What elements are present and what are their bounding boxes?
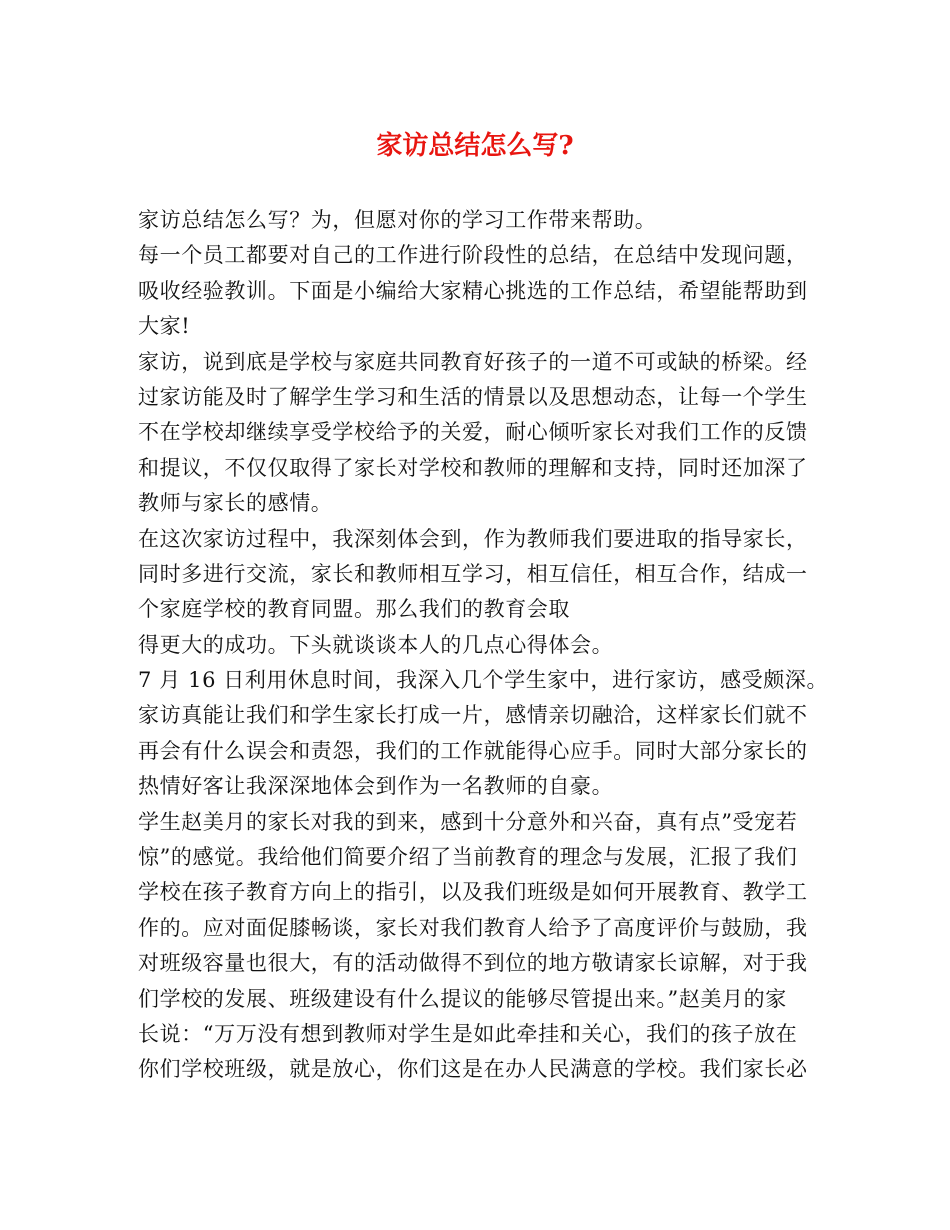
text-line: 在这次家访过程中，我深刻体会到，作为教师我们要进取的指导家长， (138, 526, 808, 551)
text-line: 同时多进行交流，家长和教师相互学习，相互信任，相互合作，结成一 (138, 561, 808, 586)
text-line: 家访真能让我们和学生家长打成一片，感情亲切融洽，这样家长们就不 (138, 703, 808, 728)
text-line: 长说：“万万没有想到教师对学生是如此牵挂和关心，我们的孩子放在 (138, 1021, 798, 1046)
text-line: 们学校的发展、班级建设有什么提议的能够尽管提出来。”赵美月的家 (138, 986, 787, 1011)
text-line: 你们学校班级，就是放心，你们这是在办人民满意的学校。我们家长必 (138, 1057, 808, 1082)
text-line: 热情好客让我深深地体会到作为一名教师的自豪。 (138, 774, 614, 799)
text-line: 过家访能及时了解学生学习和生活的情景以及思想动态，让每一个学生 (138, 384, 808, 409)
text-line: 和提议，不仅仅取得了家长对学校和教师的理解和支持，同时还加深了 (138, 455, 808, 480)
text-line: 学生赵美月的家长对我的到来，感到十分意外和兴奋，真有点”受宠若 (138, 809, 798, 834)
text-line: 吸收经验教训。下面是小编给大家精心挑选的工作总结，希望能帮助到 (138, 278, 808, 303)
text-line: 得更大的成功。下头就谈谈本人的几点心得体会。 (138, 632, 614, 657)
text-line: 对班级容量也很大，有的活动做得不到位的地方敬请家长谅解，对于我 (138, 951, 808, 976)
text-line: 每一个员工都要对自己的工作进行阶段性的总结，在总结中发现问题， (138, 243, 808, 268)
text-line: 家访总结怎么写？为，但愿对你的学习工作带来帮助。 (138, 208, 657, 232)
text-line: 不在学校却继续享受学校给予的关爱，耐心倾听家长对我们工作的反馈 (138, 420, 808, 445)
text-line: 大家! (138, 314, 191, 339)
text-line: 7 月 16 日利用休息时间，我深入几个学生家中，进行家访，感受颇深。 (138, 668, 829, 693)
document-title: 家访总结怎么写? (376, 131, 574, 161)
text-line: 再会有什么误会和责怨，我们的工作就能得心应手。同时大部分家长的 (138, 738, 808, 763)
text-line: 作的。应对面促膝畅谈，家长对我们教育人给予了高度评价与鼓励，我 (138, 915, 808, 940)
text-line: 惊”的感觉。我给他们简要介绍了当前教育的理念与发展，汇报了我们 (138, 845, 798, 870)
text-line: 家访，说到底是学校与家庭共同教育好孩子的一道不可或缺的桥梁。经 (138, 349, 808, 374)
text-line: 教师与家长的感情。 (138, 491, 333, 516)
text-line: 个家庭学校的教育同盟。那么我们的教育会取 (138, 597, 570, 622)
text-line: 学校在孩子教育方向上的指引，以及我们班级是如何开展教育、教学工 (138, 880, 808, 905)
document-body (138, 203, 828, 1088)
